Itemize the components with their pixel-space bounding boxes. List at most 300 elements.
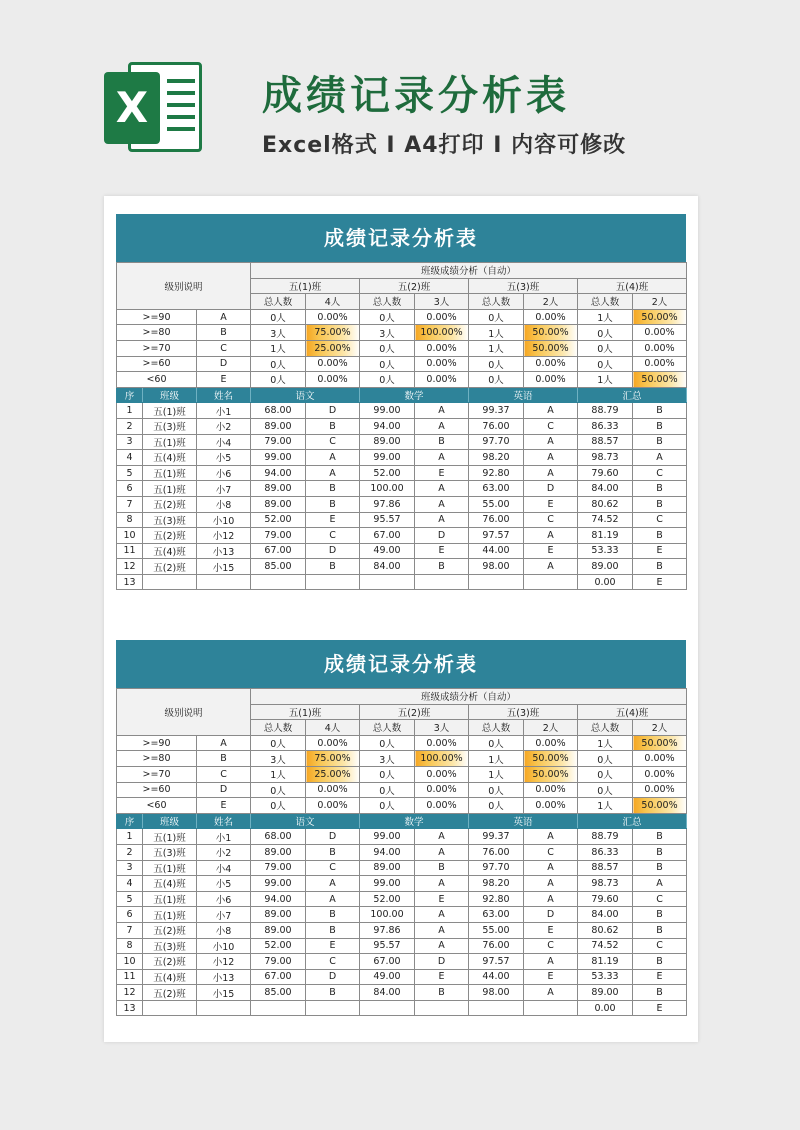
level-count[interactable]: 3人 bbox=[360, 751, 415, 767]
class-total-count[interactable]: 2人 bbox=[633, 720, 687, 736]
table-cell[interactable]: A bbox=[524, 860, 578, 876]
table-cell[interactable]: 小10 bbox=[197, 512, 251, 528]
level-percent[interactable]: 0.00% bbox=[524, 372, 578, 388]
total-count-label[interactable]: 总人数 bbox=[578, 294, 633, 310]
table-cell[interactable]: C bbox=[306, 860, 360, 876]
table-cell[interactable]: A bbox=[524, 450, 578, 466]
table-cell[interactable]: 0.00 bbox=[578, 1000, 633, 1016]
table-cell[interactable]: 12 bbox=[117, 985, 143, 1001]
level-count[interactable]: 1人 bbox=[469, 766, 524, 782]
table-cell[interactable]: 79.60 bbox=[578, 891, 633, 907]
level-percent[interactable]: 0.00% bbox=[306, 798, 360, 814]
table-cell[interactable]: 89.00 bbox=[251, 844, 306, 860]
table-cell[interactable]: C bbox=[633, 938, 687, 954]
level-count[interactable]: 0人 bbox=[360, 735, 415, 751]
table-cell[interactable]: C bbox=[524, 844, 578, 860]
class-name-header[interactable]: 五(2)班 bbox=[360, 278, 469, 294]
level-percent[interactable]: 25.00% bbox=[306, 766, 360, 782]
level-count[interactable]: 0人 bbox=[469, 782, 524, 798]
table-cell[interactable]: A bbox=[415, 450, 469, 466]
table-cell[interactable]: 小2 bbox=[197, 844, 251, 860]
table-cell[interactable] bbox=[469, 1000, 524, 1016]
class-name-header[interactable]: 五(3)班 bbox=[469, 278, 578, 294]
table-cell[interactable]: 44.00 bbox=[469, 543, 524, 559]
table-cell[interactable]: E bbox=[633, 574, 687, 590]
table-cell[interactable]: 8 bbox=[117, 512, 143, 528]
table-cell[interactable] bbox=[306, 1000, 360, 1016]
table-cell[interactable]: 小15 bbox=[197, 985, 251, 1001]
table-cell[interactable]: 小5 bbox=[197, 450, 251, 466]
level-percent[interactable]: 0.00% bbox=[524, 798, 578, 814]
table-cell[interactable]: 89.00 bbox=[251, 418, 306, 434]
table-cell[interactable]: 89.00 bbox=[578, 985, 633, 1001]
table-cell[interactable]: E bbox=[306, 512, 360, 528]
table-cell[interactable]: 100.00 bbox=[360, 907, 415, 923]
table-cell[interactable]: 85.00 bbox=[251, 985, 306, 1001]
level-count[interactable]: 1人 bbox=[251, 340, 306, 356]
total-count-label[interactable]: 总人数 bbox=[360, 294, 415, 310]
level-count[interactable]: 0人 bbox=[360, 340, 415, 356]
table-cell[interactable] bbox=[143, 574, 197, 590]
table-cell[interactable]: A bbox=[524, 403, 578, 419]
table-cell[interactable]: 7 bbox=[117, 496, 143, 512]
level-percent[interactable]: 0.00% bbox=[415, 356, 469, 372]
level-range[interactable]: >=90 bbox=[117, 309, 197, 325]
level-percent[interactable]: 75.00% bbox=[306, 325, 360, 341]
level-grade[interactable]: E bbox=[197, 372, 251, 388]
table-cell[interactable]: C bbox=[633, 512, 687, 528]
level-count[interactable]: 0人 bbox=[578, 356, 633, 372]
level-count[interactable]: 0人 bbox=[360, 356, 415, 372]
table-cell[interactable]: C bbox=[524, 938, 578, 954]
table-cell[interactable]: 88.79 bbox=[578, 403, 633, 419]
table-cell[interactable] bbox=[197, 574, 251, 590]
table-cell[interactable]: C bbox=[306, 434, 360, 450]
table-cell[interactable]: 五(1)班 bbox=[143, 465, 197, 481]
level-range[interactable]: >=60 bbox=[117, 782, 197, 798]
table-cell[interactable]: 6 bbox=[117, 481, 143, 497]
table-cell[interactable]: 76.00 bbox=[469, 844, 524, 860]
table-cell[interactable]: 小5 bbox=[197, 876, 251, 892]
level-legend-label[interactable]: 级别说明 bbox=[117, 689, 251, 736]
level-range[interactable]: >=70 bbox=[117, 766, 197, 782]
table-cell[interactable]: 五(1)班 bbox=[143, 891, 197, 907]
table-cell[interactable]: 67.00 bbox=[251, 543, 306, 559]
table-cell[interactable]: 89.00 bbox=[251, 496, 306, 512]
table-cell[interactable]: 98.00 bbox=[469, 985, 524, 1001]
table-cell[interactable]: 小15 bbox=[197, 559, 251, 575]
level-percent[interactable]: 0.00% bbox=[524, 782, 578, 798]
table-cell[interactable] bbox=[524, 574, 578, 590]
table-cell[interactable]: 5 bbox=[117, 891, 143, 907]
level-percent[interactable]: 0.00% bbox=[524, 356, 578, 372]
table-cell[interactable]: 99.00 bbox=[251, 876, 306, 892]
level-count[interactable]: 0人 bbox=[578, 782, 633, 798]
table-cell[interactable]: 76.00 bbox=[469, 418, 524, 434]
table-cell[interactable]: 100.00 bbox=[360, 481, 415, 497]
table-cell[interactable]: 五(4)班 bbox=[143, 450, 197, 466]
table-cell[interactable]: E bbox=[633, 1000, 687, 1016]
total-count-label[interactable]: 总人数 bbox=[469, 720, 524, 736]
table-cell[interactable]: 2 bbox=[117, 418, 143, 434]
table-cell[interactable] bbox=[469, 574, 524, 590]
table-cell[interactable]: 13 bbox=[117, 574, 143, 590]
level-count[interactable]: 0人 bbox=[360, 798, 415, 814]
column-header-math[interactable]: 数学 bbox=[360, 813, 469, 829]
table-cell[interactable]: 五(2)班 bbox=[143, 985, 197, 1001]
level-count[interactable]: 1人 bbox=[469, 340, 524, 356]
table-cell[interactable]: B bbox=[306, 418, 360, 434]
column-header-name[interactable]: 姓名 bbox=[197, 813, 251, 829]
level-percent[interactable]: 50.00% bbox=[633, 309, 687, 325]
column-header-index[interactable]: 序 bbox=[117, 813, 143, 829]
table-cell[interactable] bbox=[524, 1000, 578, 1016]
table-cell[interactable]: 五(4)班 bbox=[143, 876, 197, 892]
table-cell[interactable]: A bbox=[415, 938, 469, 954]
table-cell[interactable]: 1 bbox=[117, 829, 143, 845]
table-cell[interactable]: 63.00 bbox=[469, 481, 524, 497]
level-percent[interactable]: 0.00% bbox=[306, 782, 360, 798]
table-cell[interactable]: B bbox=[633, 954, 687, 970]
level-range[interactable]: <60 bbox=[117, 372, 197, 388]
total-count-label[interactable]: 总人数 bbox=[469, 294, 524, 310]
table-cell[interactable]: 小12 bbox=[197, 528, 251, 544]
table-cell[interactable]: 79.00 bbox=[251, 954, 306, 970]
table-cell[interactable]: A bbox=[415, 922, 469, 938]
table-cell[interactable]: B bbox=[633, 829, 687, 845]
level-range[interactable]: <60 bbox=[117, 798, 197, 814]
table-cell[interactable]: A bbox=[524, 954, 578, 970]
table-cell[interactable]: 五(1)班 bbox=[143, 481, 197, 497]
column-header-math[interactable]: 数学 bbox=[360, 387, 469, 403]
table-cell[interactable]: B bbox=[633, 860, 687, 876]
table-cell[interactable]: 89.00 bbox=[360, 860, 415, 876]
table-cell[interactable]: B bbox=[633, 434, 687, 450]
table-cell[interactable]: 99.37 bbox=[469, 829, 524, 845]
table-cell[interactable]: 68.00 bbox=[251, 403, 306, 419]
table-cell[interactable]: D bbox=[306, 829, 360, 845]
table-cell[interactable]: 92.80 bbox=[469, 465, 524, 481]
level-percent[interactable]: 0.00% bbox=[415, 735, 469, 751]
level-count[interactable]: 1人 bbox=[251, 766, 306, 782]
level-percent[interactable]: 0.00% bbox=[633, 766, 687, 782]
table-cell[interactable]: A bbox=[524, 559, 578, 575]
table-cell[interactable]: A bbox=[306, 465, 360, 481]
table-cell[interactable]: 92.80 bbox=[469, 891, 524, 907]
table-cell[interactable]: 49.00 bbox=[360, 969, 415, 985]
table-cell[interactable]: 99.00 bbox=[360, 876, 415, 892]
level-percent[interactable]: 50.00% bbox=[524, 751, 578, 767]
level-percent[interactable]: 50.00% bbox=[524, 340, 578, 356]
table-cell[interactable]: C bbox=[633, 891, 687, 907]
table-cell[interactable]: 小6 bbox=[197, 891, 251, 907]
level-count[interactable]: 0人 bbox=[360, 309, 415, 325]
table-cell[interactable]: E bbox=[524, 496, 578, 512]
level-count[interactable]: 0人 bbox=[251, 356, 306, 372]
table-cell[interactable]: 94.00 bbox=[360, 418, 415, 434]
table-cell[interactable]: 小7 bbox=[197, 481, 251, 497]
class-total-count[interactable]: 3人 bbox=[415, 720, 469, 736]
table-cell[interactable]: 小10 bbox=[197, 938, 251, 954]
class-total-count[interactable]: 4人 bbox=[306, 294, 360, 310]
class-total-count[interactable]: 2人 bbox=[524, 294, 578, 310]
table-cell[interactable]: 97.86 bbox=[360, 496, 415, 512]
table-cell[interactable]: 五(4)班 bbox=[143, 969, 197, 985]
table-cell[interactable]: 五(1)班 bbox=[143, 434, 197, 450]
table-cell[interactable]: 88.57 bbox=[578, 860, 633, 876]
table-cell[interactable]: D bbox=[524, 907, 578, 923]
column-header-chinese[interactable]: 语文 bbox=[251, 387, 360, 403]
table-cell[interactable]: A bbox=[524, 985, 578, 1001]
level-count[interactable]: 0人 bbox=[251, 735, 306, 751]
table-cell[interactable]: 99.37 bbox=[469, 403, 524, 419]
level-count[interactable]: 3人 bbox=[251, 325, 306, 341]
table-cell[interactable]: B bbox=[306, 496, 360, 512]
table-cell[interactable]: 0.00 bbox=[578, 574, 633, 590]
level-count[interactable]: 3人 bbox=[251, 751, 306, 767]
table-cell[interactable]: B bbox=[306, 481, 360, 497]
class-total-count[interactable]: 4人 bbox=[306, 720, 360, 736]
table-cell[interactable]: 89.00 bbox=[578, 559, 633, 575]
class-name-header[interactable]: 五(1)班 bbox=[251, 278, 360, 294]
table-cell[interactable]: D bbox=[306, 969, 360, 985]
table-cell[interactable]: 74.52 bbox=[578, 938, 633, 954]
table-cell[interactable]: 52.00 bbox=[360, 891, 415, 907]
table-cell[interactable]: B bbox=[633, 528, 687, 544]
table-cell[interactable]: 79.60 bbox=[578, 465, 633, 481]
table-cell[interactable]: D bbox=[524, 481, 578, 497]
level-grade[interactable]: E bbox=[197, 798, 251, 814]
table-cell[interactable]: 76.00 bbox=[469, 512, 524, 528]
level-count[interactable]: 0人 bbox=[469, 356, 524, 372]
table-cell[interactable]: 79.00 bbox=[251, 860, 306, 876]
table-cell[interactable]: A bbox=[415, 844, 469, 860]
level-percent[interactable]: 100.00% bbox=[415, 751, 469, 767]
table-cell[interactable]: A bbox=[524, 465, 578, 481]
class-total-count[interactable]: 2人 bbox=[633, 294, 687, 310]
table-cell[interactable]: 五(3)班 bbox=[143, 512, 197, 528]
table-cell[interactable]: 86.33 bbox=[578, 418, 633, 434]
table-cell[interactable]: 4 bbox=[117, 876, 143, 892]
level-percent[interactable]: 50.00% bbox=[633, 735, 687, 751]
table-cell[interactable]: 94.00 bbox=[251, 891, 306, 907]
table-cell[interactable]: E bbox=[415, 891, 469, 907]
table-cell[interactable]: 67.00 bbox=[251, 969, 306, 985]
table-cell[interactable]: 五(1)班 bbox=[143, 860, 197, 876]
level-grade[interactable]: C bbox=[197, 766, 251, 782]
column-header-class[interactable]: 班级 bbox=[143, 813, 197, 829]
table-cell[interactable]: 98.73 bbox=[578, 876, 633, 892]
level-count[interactable]: 0人 bbox=[469, 798, 524, 814]
table-cell[interactable]: 10 bbox=[117, 528, 143, 544]
table-cell[interactable]: 53.33 bbox=[578, 543, 633, 559]
table-cell[interactable]: 94.00 bbox=[360, 844, 415, 860]
level-percent[interactable]: 0.00% bbox=[415, 798, 469, 814]
table-cell[interactable]: A bbox=[415, 418, 469, 434]
level-percent[interactable]: 0.00% bbox=[415, 372, 469, 388]
table-cell[interactable]: 98.00 bbox=[469, 559, 524, 575]
table-cell[interactable] bbox=[251, 1000, 306, 1016]
table-cell[interactable]: 小4 bbox=[197, 434, 251, 450]
level-percent[interactable]: 50.00% bbox=[633, 372, 687, 388]
class-name-header[interactable]: 五(1)班 bbox=[251, 704, 360, 720]
level-count[interactable]: 0人 bbox=[469, 372, 524, 388]
table-cell[interactable]: 44.00 bbox=[469, 969, 524, 985]
class-total-count[interactable]: 2人 bbox=[524, 720, 578, 736]
table-cell[interactable] bbox=[251, 574, 306, 590]
level-percent[interactable]: 50.00% bbox=[524, 766, 578, 782]
level-count[interactable]: 1人 bbox=[578, 372, 633, 388]
level-percent[interactable]: 0.00% bbox=[633, 325, 687, 341]
table-cell[interactable]: 五(1)班 bbox=[143, 403, 197, 419]
table-cell[interactable]: E bbox=[415, 969, 469, 985]
table-cell[interactable] bbox=[143, 1000, 197, 1016]
level-percent[interactable]: 0.00% bbox=[306, 356, 360, 372]
table-cell[interactable] bbox=[360, 574, 415, 590]
level-percent[interactable]: 100.00% bbox=[415, 325, 469, 341]
class-name-header[interactable]: 五(2)班 bbox=[360, 704, 469, 720]
table-cell[interactable]: A bbox=[524, 528, 578, 544]
table-cell[interactable]: 79.00 bbox=[251, 528, 306, 544]
level-count[interactable]: 3人 bbox=[360, 325, 415, 341]
table-cell[interactable]: 6 bbox=[117, 907, 143, 923]
table-cell[interactable]: B bbox=[633, 985, 687, 1001]
table-cell[interactable]: 84.00 bbox=[360, 559, 415, 575]
column-header-english[interactable]: 英语 bbox=[469, 387, 578, 403]
table-cell[interactable]: E bbox=[633, 969, 687, 985]
table-cell[interactable]: E bbox=[524, 922, 578, 938]
level-count[interactable]: 0人 bbox=[251, 372, 306, 388]
table-cell[interactable] bbox=[415, 1000, 469, 1016]
table-cell[interactable] bbox=[415, 574, 469, 590]
table-cell[interactable]: E bbox=[524, 543, 578, 559]
table-cell[interactable]: 11 bbox=[117, 543, 143, 559]
level-percent[interactable]: 0.00% bbox=[633, 340, 687, 356]
table-cell[interactable]: 84.00 bbox=[578, 907, 633, 923]
level-grade[interactable]: D bbox=[197, 782, 251, 798]
level-percent[interactable]: 50.00% bbox=[524, 325, 578, 341]
level-range[interactable]: >=80 bbox=[117, 751, 197, 767]
table-cell[interactable]: B bbox=[415, 985, 469, 1001]
table-cell[interactable]: D bbox=[415, 528, 469, 544]
level-range[interactable]: >=70 bbox=[117, 340, 197, 356]
table-cell[interactable]: A bbox=[633, 876, 687, 892]
table-cell[interactable]: 67.00 bbox=[360, 954, 415, 970]
table-cell[interactable]: D bbox=[306, 403, 360, 419]
class-total-count[interactable]: 3人 bbox=[415, 294, 469, 310]
table-cell[interactable]: 88.79 bbox=[578, 829, 633, 845]
level-count[interactable]: 0人 bbox=[469, 735, 524, 751]
table-cell[interactable]: 99.00 bbox=[251, 450, 306, 466]
column-header-class[interactable]: 班级 bbox=[143, 387, 197, 403]
table-cell[interactable]: E bbox=[415, 465, 469, 481]
table-cell[interactable]: 五(1)班 bbox=[143, 829, 197, 845]
table-cell[interactable]: A bbox=[524, 829, 578, 845]
table-cell[interactable]: 11 bbox=[117, 969, 143, 985]
table-cell[interactable]: 52.00 bbox=[251, 938, 306, 954]
table-cell[interactable]: 五(3)班 bbox=[143, 418, 197, 434]
level-percent[interactable]: 0.00% bbox=[524, 735, 578, 751]
table-cell[interactable]: A bbox=[306, 891, 360, 907]
table-cell[interactable]: A bbox=[415, 829, 469, 845]
table-cell[interactable]: B bbox=[306, 844, 360, 860]
table-cell[interactable]: 98.20 bbox=[469, 876, 524, 892]
table-cell[interactable]: 88.57 bbox=[578, 434, 633, 450]
table-cell[interactable]: A bbox=[415, 403, 469, 419]
table-cell[interactable]: A bbox=[415, 481, 469, 497]
table-cell[interactable]: 97.86 bbox=[360, 922, 415, 938]
table-cell[interactable]: B bbox=[633, 907, 687, 923]
table-cell[interactable]: 五(2)班 bbox=[143, 922, 197, 938]
table-cell[interactable]: 94.00 bbox=[251, 465, 306, 481]
table-cell[interactable]: 10 bbox=[117, 954, 143, 970]
level-count[interactable]: 0人 bbox=[360, 766, 415, 782]
table-cell[interactable]: 84.00 bbox=[360, 985, 415, 1001]
level-grade[interactable]: C bbox=[197, 340, 251, 356]
level-grade[interactable]: B bbox=[197, 325, 251, 341]
level-percent[interactable]: 0.00% bbox=[415, 782, 469, 798]
table-cell[interactable]: 63.00 bbox=[469, 907, 524, 923]
total-count-label[interactable]: 总人数 bbox=[578, 720, 633, 736]
table-cell[interactable]: 13 bbox=[117, 1000, 143, 1016]
total-count-label[interactable]: 总人数 bbox=[251, 720, 306, 736]
column-header-total[interactable]: 汇总 bbox=[578, 387, 687, 403]
table-cell[interactable]: 5 bbox=[117, 465, 143, 481]
table-cell[interactable]: 小7 bbox=[197, 907, 251, 923]
table-cell[interactable]: B bbox=[415, 559, 469, 575]
level-percent[interactable]: 0.00% bbox=[306, 309, 360, 325]
table-cell[interactable]: 五(2)班 bbox=[143, 954, 197, 970]
table-cell[interactable]: 小2 bbox=[197, 418, 251, 434]
table-cell[interactable]: 86.33 bbox=[578, 844, 633, 860]
table-cell[interactable]: 五(2)班 bbox=[143, 528, 197, 544]
table-cell[interactable]: 3 bbox=[117, 860, 143, 876]
table-cell[interactable]: 97.57 bbox=[469, 528, 524, 544]
table-cell[interactable]: E bbox=[633, 543, 687, 559]
table-cell[interactable]: D bbox=[415, 954, 469, 970]
table-cell[interactable]: 小4 bbox=[197, 860, 251, 876]
table-cell[interactable]: C bbox=[633, 465, 687, 481]
level-grade[interactable]: B bbox=[197, 751, 251, 767]
table-cell[interactable]: 99.00 bbox=[360, 450, 415, 466]
table-cell[interactable]: 81.19 bbox=[578, 954, 633, 970]
table-cell[interactable]: 55.00 bbox=[469, 922, 524, 938]
table-cell[interactable]: 五(3)班 bbox=[143, 844, 197, 860]
table-cell[interactable]: B bbox=[306, 922, 360, 938]
table-cell[interactable]: A bbox=[524, 434, 578, 450]
level-grade[interactable]: A bbox=[197, 735, 251, 751]
class-name-header[interactable]: 五(4)班 bbox=[578, 278, 687, 294]
table-cell[interactable]: D bbox=[306, 543, 360, 559]
table-cell[interactable]: B bbox=[633, 403, 687, 419]
table-cell[interactable]: 99.00 bbox=[360, 829, 415, 845]
table-cell[interactable]: E bbox=[306, 938, 360, 954]
total-count-label[interactable]: 总人数 bbox=[360, 720, 415, 736]
table-cell[interactable]: 小8 bbox=[197, 922, 251, 938]
table-cell[interactable]: B bbox=[306, 559, 360, 575]
class-name-header[interactable]: 五(3)班 bbox=[469, 704, 578, 720]
level-count[interactable]: 0人 bbox=[360, 372, 415, 388]
table-cell[interactable]: A bbox=[306, 876, 360, 892]
table-cell[interactable]: 小1 bbox=[197, 829, 251, 845]
level-count[interactable]: 1人 bbox=[578, 735, 633, 751]
table-cell[interactable]: B bbox=[633, 922, 687, 938]
table-cell[interactable]: B bbox=[633, 559, 687, 575]
level-count[interactable]: 1人 bbox=[469, 325, 524, 341]
analysis-header[interactable]: 班级成绩分析（自动） bbox=[251, 263, 687, 279]
table-cell[interactable]: 85.00 bbox=[251, 559, 306, 575]
level-percent[interactable]: 0.00% bbox=[633, 782, 687, 798]
